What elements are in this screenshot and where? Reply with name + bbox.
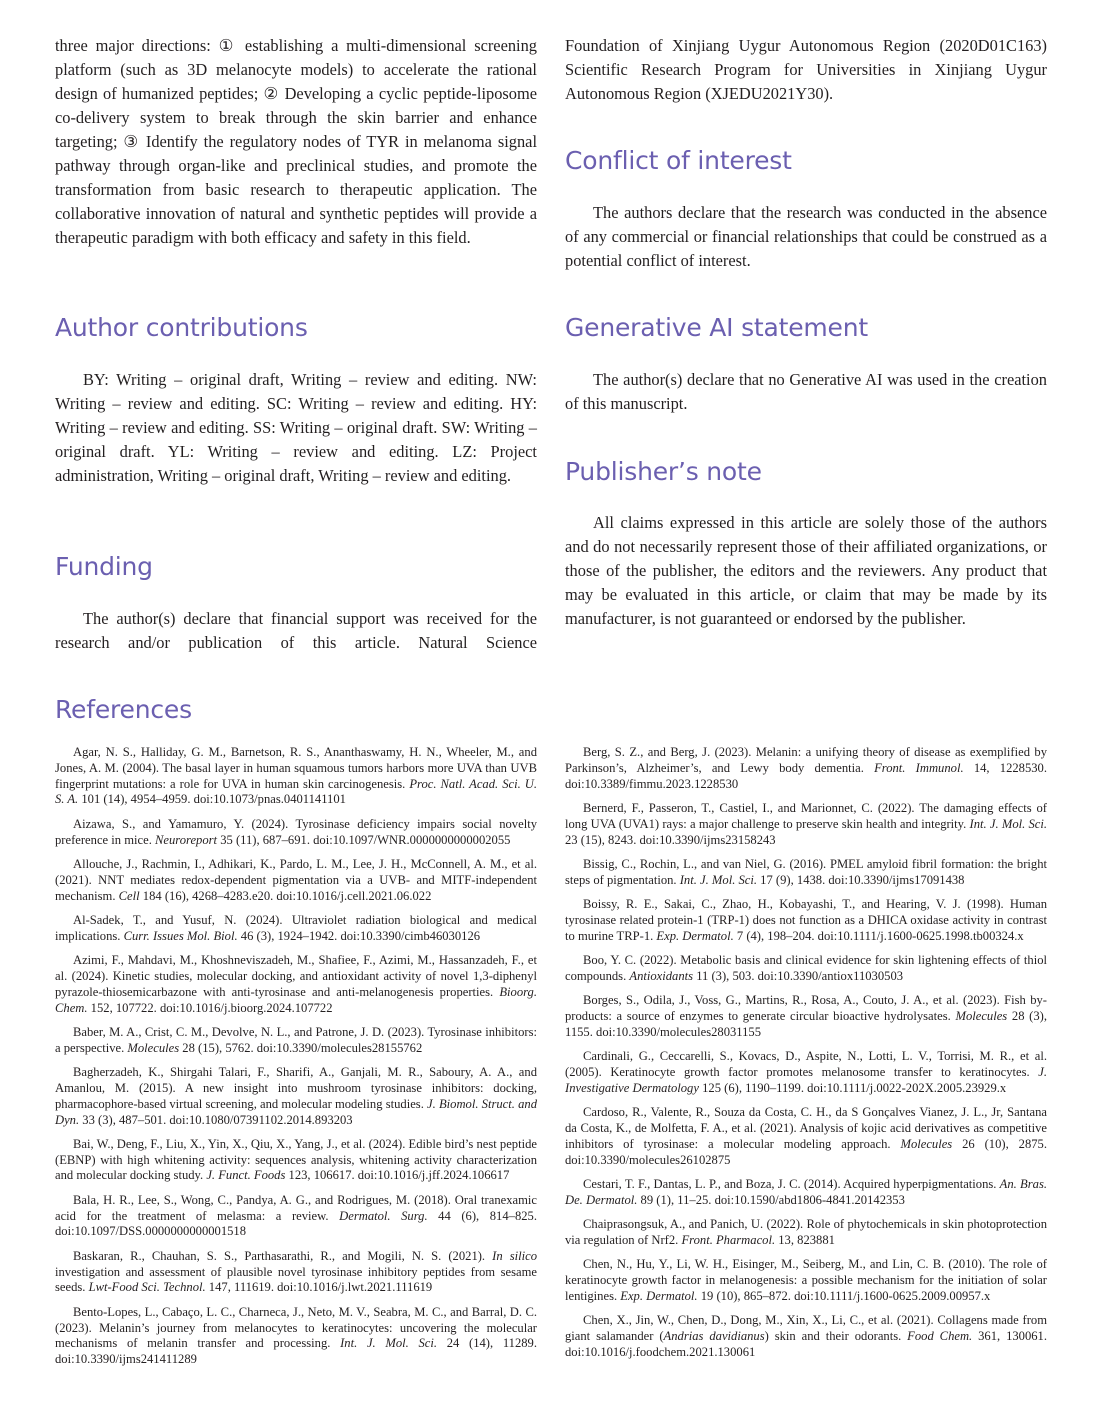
reference-text: Bala, H. R., Lee, S., Wong, C., Pandya, A. G., and Rodrigues, M. (2018). Oral tranexamic acid for the treatment of melasma: a review.: [55, 1192, 537, 1223]
reference-journal: Int. J. Mol. Sci.: [679, 872, 758, 887]
reference-entry: [565, 1257, 1047, 1304]
reference-text: Berg, S. Z., and Berg, J. (2023). Melanin: a unifying theory of disease as exemplified by Parkinson’s, Alzheimer’s, and Lewy body dementia.: [565, 745, 1047, 775]
reference-entry: [55, 913, 537, 945]
reference-entry: [565, 1177, 1047, 1209]
references-left-list: [55, 745, 537, 1377]
publishers-note-section: [565, 457, 1047, 487]
references-heading: References: [55, 695, 192, 724]
reference-journal: J. Biomol. Struct. and Dyn.: [55, 1096, 537, 1127]
reference-entry: [565, 1049, 1047, 1096]
reference-text: Bernerd, F., Passeron, T., Castiel, I., and Marionnet, C. (2022). The damaging effects of long UVA (UVA1) rays: a major challenge to preserve skin health and integrity.: [565, 800, 1047, 831]
reference-journal: Proc. Natl. Acad. Sci. U. S. A.: [55, 776, 537, 807]
reference-entry: [565, 1105, 1047, 1168]
reference-text: 44 (6), 814–825. doi:10.1097/DSS.0000000000001518: [55, 1208, 537, 1239]
reference-entry: [565, 897, 1047, 944]
conflict-of-interest-body: [565, 201, 1047, 273]
reference-text: 24 (14), 11289. doi:10.3390/ijms241411289: [55, 1336, 537, 1367]
generative-ai-section: [565, 313, 1047, 343]
reference-journal: Neuroreport: [155, 832, 218, 847]
reference-text: Boo, Y. C. (2022). Metabolic basis and clinical evidence for skin lightening effects of thiol compounds.: [565, 953, 1047, 983]
reference-journal: Molecules: [900, 1136, 953, 1151]
reference-entry: [565, 1217, 1047, 1249]
reference-entry: [565, 993, 1047, 1040]
left-column: [55, 34, 537, 250]
reference-text: Agar, N. S., Halliday, G. M., Barnetson, R. S., Ananthaswamy, H. N., Wheeler, M., and Jones, A. M. (2004). The basal layer in human squamous tumors harbors more UVA than UVB fingerprint mutations: a role for UVA in human skin carcinogenesis.: [55, 745, 537, 791]
references-right-list: [565, 745, 1047, 1369]
author-contributions-text: BY: Writing – original draft, Writing – review and editing. NW: Writing – review and editing. SC: Writing – review and editing. HY: Writing – review and editing. SS: Writing – original draft. SW: Writing – original draft. YL: Writing – review and editing. LZ: Project administration, Writing – original draft, Writing – review and editing.: [55, 370, 537, 485]
section-heading: Generative AI statement: [565, 313, 868, 342]
generative-ai-body: [565, 368, 1047, 416]
reference-entry: [55, 1065, 537, 1128]
reference-text: ) skin and their odorants.: [764, 1329, 908, 1344]
reference-text: Baskaran, R., Chauhan, S. S., Parthasarathi, R., and Mogili, N. S. (2021).: [73, 1248, 493, 1263]
reference-journal: J. Investigative Dermatology: [565, 1065, 1047, 1095]
reference-text: Cardinali, G., Ceccarelli, S., Kovacs, D., Aspite, N., Lotti, L. V., Torrisi, M. R., et al. (2005). Keratinocyte growth factor promotes melanosome transfer to keratinocytes.: [565, 1049, 1047, 1080]
reference-entry: [565, 953, 1047, 985]
reference-entry: [55, 1137, 537, 1184]
publishers-note-body: [565, 511, 1047, 631]
funding-body: [55, 607, 537, 655]
conflict-of-interest-section: [565, 146, 1047, 176]
reference-text: investigation and assessment of plausible novel tyrosinase inhibitory peptides from sesame seeds.: [55, 1264, 537, 1295]
reference-entry: [55, 817, 537, 849]
reference-text: Cestari, T. F., Dantas, L. P., and Boza, J. C. (2014). Acquired hyperpigmentations.: [583, 1177, 1000, 1192]
reference-text: 26 (10), 2875. doi:10.3390/molecules26102875: [565, 1136, 1047, 1167]
reference-text: 19 (10), 865–872. doi:10.1111/j.1600-0625.2009.00957.x: [697, 1289, 991, 1304]
reference-text: Boissy, R. E., Sakai, C., Zhao, H., Kobayashi, T., and Hearing, V. J. (1998). Human tyrosinase related protein-1 (TRP-1) does not function as a DHICA oxidase activity in contrast to murine TRP-1.: [565, 897, 1047, 943]
reference-text: Bento-Lopes, L., Cabaço, L. C., Charneca, J., Neto, M. V., Seabra, M. C., and Barral, D. C. (2023). Melanin’s journey from melanocytes to keratinocytes: uncovering the molecular mechanisms of melanin transfer and processing.: [55, 1304, 537, 1351]
reference-journal: Front. Pharmacol.: [681, 1233, 776, 1248]
reference-text: 46 (3), 1924–1942. doi:10.3390/cimb46030126: [237, 928, 481, 943]
reference-journal: Int. J. Mol. Sci.: [969, 816, 1048, 831]
reference-journal: Int. J. Mol. Sci.: [340, 1336, 438, 1351]
reference-journal: Exp. Dermatol.: [620, 1289, 698, 1304]
reference-journal: Dermatol. Surg.: [339, 1208, 428, 1223]
reference-text: 89 (1), 11–25. doi:10.1590/abd1806-4841.20142353: [637, 1192, 905, 1207]
reference-text: Cardoso, R., Valente, R., Souza da Costa, C. H., da S Gonçalves Vianez, J. L., Jr, Santana da Costa, K., de Molfetta, F. A., et al. (2021). Analysis of kojic acid derivatives as competitive inhibitors of tyrosinase: a molecular modeling approach.: [565, 1105, 1047, 1151]
reference-entry: [55, 1249, 537, 1296]
section-heading: Conflict of interest: [565, 146, 792, 175]
reference-journal: Molecules: [955, 1009, 1008, 1024]
reference-text: Azimi, F., Mahdavi, M., Khoshneviszadeh, M., Shafiee, F., Azimi, M., Hassanzadeh, F., et al. (2024). Kinetic studies, molecular docking, and antioxidant activity of novel 1,3-diphenyl pyrazole-thiosemicarbazone with anti-tyrosinase and anti-melanogenesis properties.: [55, 953, 537, 999]
reference-journal: An. Bras. De. Dermatol.: [565, 1177, 1047, 1207]
reference-text: 28 (15), 5762. doi:10.3390/molecules28155762: [179, 1040, 423, 1055]
generative-ai-text: The author(s) declare that no Generative AI was used in the creation of this manuscript.: [565, 370, 1047, 413]
reference-text: Borges, S., Odila, J., Voss, G., Martins, R., Rosa, A., Couto, J. A., et al. (2023). Fish by-products: a source of enzymes to generate circular bioactive hydrolysates.: [565, 993, 1047, 1024]
reference-text: 11 (3), 503. doi:10.3390/antiox11030503: [693, 968, 904, 983]
reference-journal: Lwt-Food Sci. Technol.: [88, 1280, 206, 1295]
reference-text: Chen, X., Jin, W., Chen, D., Dong, M., Xin, X., Li, C., et al. (2021). Collagens made from giant salamander (: [565, 1313, 1047, 1344]
reference-journal: J. Funct. Foods: [206, 1168, 286, 1183]
publishers-note-text: All claims expressed in this article are solely those of the authors and do not necessarily represent those of their affiliated organizations, or those of the publisher, the editors and the reviewers. Any product that may be evaluated in this article, or claim that may be made by its manufacturer, is not guaranteed or endorsed by the publisher.: [565, 513, 1047, 628]
reference-entry: [55, 745, 537, 808]
reference-journal: Exp. Dermatol.: [656, 928, 734, 943]
reference-journal: Molecules: [127, 1040, 180, 1055]
right-column: [565, 34, 1047, 106]
reference-text: Chaiprasongsuk, A., and Panich, U. (2022). Role of phytochemicals in skin photoprotection via regulation of Nrf2.: [565, 1217, 1047, 1248]
reference-text: 123, 106617. doi:10.1016/j.jff.2024.106617: [285, 1168, 510, 1183]
reference-text: 147, 111619. doi:10.1016/j.lwt.2021.111619: [205, 1280, 433, 1295]
reference-journal: Food Chem.: [907, 1329, 973, 1344]
reference-entry: [565, 857, 1047, 889]
reference-text: 28 (3), 1155. doi:10.3390/molecules28031155: [565, 1009, 1047, 1039]
reference-entry: [55, 1305, 537, 1368]
reference-text: 184 (16), 4268–4283.e20. doi:10.1016/j.cell.2021.06.022: [139, 888, 432, 903]
reference-entry: [565, 745, 1047, 792]
reference-journal: In silico: [492, 1248, 537, 1263]
reference-text: 7 (4), 198–204. doi:10.1111/j.1600-0625.1998.tb00324.x: [733, 928, 1024, 943]
reference-text: Al-Sadek, T., and Yusuf, N. (2024). Ultraviolet radiation biological and medical implications.: [55, 912, 537, 943]
reference-text: Baber, M. A., Crist, C. M., Devolve, N. L., and Patrone, J. D. (2023). Tyrosinase inhibitors: a perspective.: [55, 1024, 537, 1055]
reference-journal: Front. Immunol.: [874, 760, 964, 775]
section-heading: Author contributions: [55, 313, 308, 342]
reference-text: 152, 107722. doi:10.1016/j.bioorg.2024.107722: [87, 1000, 333, 1015]
reference-journal: Cell: [118, 888, 140, 903]
reference-entry: [55, 1025, 537, 1057]
reference-text: Bai, W., Deng, F., Liu, X., Yin, X., Qiu, X., Yang, J., et al. (2024). Edible bird’s nest peptide (EBNP) with high whitening activity: sequences analysis, whitening activity characterization and molecular docking study.: [55, 1136, 537, 1183]
reference-entry: [55, 953, 537, 1016]
reference-text: 35 (11), 687–691. doi:10.1097/WNR.0000000000002055: [217, 832, 511, 847]
reference-journal: Curr. Issues Mol. Biol.: [123, 928, 238, 943]
reference-journal: Antioxidants: [629, 968, 694, 983]
reference-text: 13, 823881: [775, 1233, 835, 1248]
reference-entry: [55, 857, 537, 904]
reference-text: Bissig, C., Rochin, L., and van Niel, G. (2016). PMEL amyloid fibril formation: the bright steps of pigmentation.: [565, 856, 1047, 887]
reference-entry: [55, 1193, 537, 1240]
funding-section: [55, 552, 537, 582]
reference-text: 14, 1228530. doi:10.3389/fimmu.2023.1228530: [565, 760, 1048, 791]
reference-text: 101 (14), 4954–4959. doi:10.1073/pnas.0401141101: [78, 792, 346, 807]
reference-journal: Bioorg. Chem.: [55, 984, 537, 1015]
intro-paragraph: three major directions: ① establishing a multi-dimensional screening platform (such as 3D melanocyte models) to accelerate the rational design of humanized peptides; ② Developing a cyclic peptide-liposome co-delivery system to break through the skin barrier and enhance targeting; ③ Identify the regulatory nodes of TYR in melanoma signal pathway through organ-like and preclinical studies, and promote the transformation from basic research to therapeutic application. The collaborative innovation of natural and synthetic peptides will provide a therapeutic paradigm with both efficacy and safety in this field.: [55, 36, 537, 247]
reference-text: 23 (15), 8243. doi:10.3390/ijms23158243: [565, 832, 776, 847]
reference-entry: [565, 1313, 1047, 1360]
reference-text: 33 (3), 487–501. doi:10.1080/07391102.2014.893203: [79, 1112, 353, 1127]
reference-text: 17 (9), 1438. doi:10.3390/ijms17091438: [757, 872, 965, 887]
author-contributions-body: [55, 368, 537, 488]
section-heading: Funding: [55, 552, 153, 581]
reference-text: Aizawa, S., and Yamamuro, Y. (2024). Tyrosinase deficiency impairs social novelty preference in mice.: [55, 816, 537, 847]
reference-text: Chen, N., Hu, Y., Li, W. H., Eisinger, M., Seiberg, M., and Lin, C. B. (2010). The role of keratinocyte growth factor in melanogenesis: a possible mechanism for the initiation of solar lentigines.: [565, 1257, 1047, 1304]
reference-text: 361, 130061. doi:10.1016/j.foodchem.2021.130061: [565, 1329, 1047, 1360]
section-heading: Publisher’s note: [565, 457, 762, 486]
reference-text: Allouche, J., Rachmin, I., Adhikari, K., Pardo, L. M., Lee, J. H., McConnell, A. M., et al. (2021). NNT mediates redox-dependent pigmentation via a UVB- and MITF-independent mechanism.: [55, 856, 537, 903]
conflict-of-interest-text: The authors declare that the research was conducted in the absence of any commercial or financial relationships that could be construed as a potential conflict of interest.: [565, 203, 1047, 270]
reference-journal: Andrias davidianus: [663, 1329, 765, 1344]
reference-entry: [565, 801, 1047, 848]
reference-text: 125 (6), 1190–1199. doi:10.1111/j.0022-202X.2005.23929.x: [698, 1080, 1007, 1095]
funding-text: The author(s) declare that financial support was received for the research and/or publication of this article. Natural Science: [55, 609, 537, 652]
reference-text: Bagherzadeh, K., Shirgahi Talari, F., Sharifi, A., Ganjali, M. R., Saboury, A. A., and Amanlou, M. (2015). A new insight into mushroom tyrosinase inhibitors: docking, pharmacophore-based virtual screening, and molecular modeling studies.: [55, 1065, 537, 1111]
funding-continued-text: Foundation of Xinjiang Uygur Autonomous Region (2020D01C163) Scientific Research Program for Universities in Xinjiang Uygur Autonomous Region (XJEDU2021Y30).: [565, 36, 1047, 103]
author-contributions-section: [55, 313, 537, 343]
references-section: [55, 695, 537, 725]
